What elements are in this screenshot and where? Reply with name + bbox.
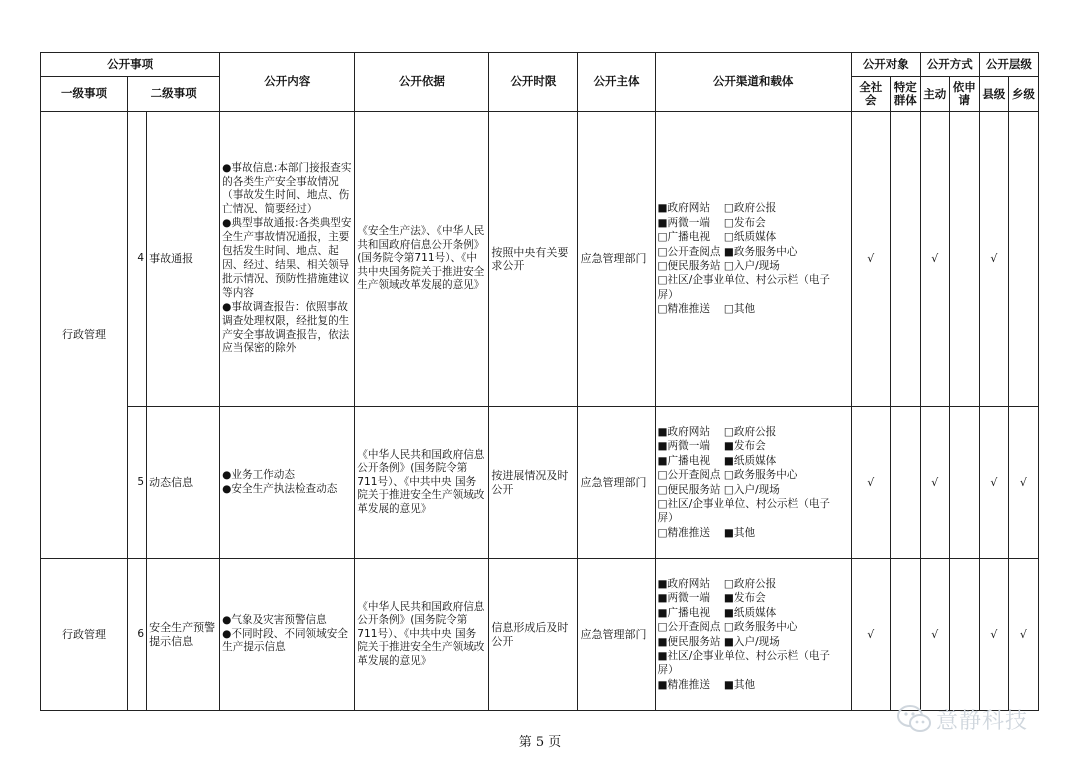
watermark	[896, 702, 1056, 736]
table-row	[41, 559, 1039, 711]
check-active: √	[920, 559, 949, 711]
time-limit-cell: 按进展情况及时公开	[489, 407, 578, 559]
time-limit-cell: 按照中央有关要求公开	[489, 112, 578, 407]
table-row	[41, 112, 1039, 407]
header-time-limit: 公开时限	[489, 53, 578, 112]
level2-cell: 动态信息	[147, 407, 220, 559]
header-level1: 一级事项	[41, 77, 128, 112]
check-county: √	[979, 559, 1008, 711]
check-county: √	[979, 407, 1008, 559]
header-method: 公开方式	[920, 53, 979, 77]
header-target: 公开对象	[851, 53, 920, 77]
header-items: 公开事项	[41, 53, 220, 77]
wechat-icon	[896, 704, 932, 734]
check-specific	[890, 407, 920, 559]
check-township	[1008, 112, 1038, 407]
level2-cell: 事故通报	[147, 112, 220, 407]
header-content: 公开内容	[220, 53, 355, 112]
basis-cell: 《中华人民共和国政府信息公开条例》(国务院令第711号）、《中共中央 国务院关于推进安全生产领域改革发展的意见》	[355, 559, 489, 711]
time-limit-cell: 信息形成后及时公开	[489, 559, 578, 711]
channel-cell: ■政府网站 □政府公报 ■两微一端 ■发布会 ■广播电视 ■纸质媒体 □公开查阅点 □政务服务中心 ■便民服务站 ■入户/现场 ■社区/企事业单位、村公示栏（电子屏） ■精准推送 ■其他	[655, 559, 851, 711]
row-number: 4	[128, 112, 147, 407]
check-township: √	[1008, 407, 1038, 559]
check-active: √	[920, 407, 949, 559]
check-all: √	[851, 407, 890, 559]
header-target-specific: 特定群体	[890, 77, 920, 112]
basis-cell: 《安全生产法》、《中华人民共和国政府信息公开条例》(国务院令第711号）、《中共中央国务院关于推进安全生产领域改革发展的意见》	[355, 112, 489, 407]
check-apply	[949, 559, 979, 711]
header-subject: 公开主体	[578, 53, 655, 112]
subject-cell: 应急管理部门	[578, 112, 655, 407]
level1-cell: 行政管理	[41, 112, 128, 559]
header-channel: 公开渠道和载体	[655, 53, 851, 112]
level2-cell: 安全生产预警提示信息	[147, 559, 220, 711]
header-target-all: 全社会	[851, 77, 890, 112]
check-specific	[890, 112, 920, 407]
check-county: √	[979, 112, 1008, 407]
subject-cell: 应急管理部门	[578, 407, 655, 559]
check-apply	[949, 112, 979, 407]
check-apply	[949, 407, 979, 559]
header-method-active: 主动	[920, 77, 949, 112]
page-number: 第 5 页	[518, 735, 562, 750]
row-number: 5	[128, 407, 147, 559]
row-number: 6	[128, 559, 147, 711]
header-level-township: 乡级	[1008, 77, 1038, 112]
header-level2: 二级事项	[128, 77, 220, 112]
subject-cell: 应急管理部门	[578, 559, 655, 711]
check-active: √	[920, 112, 949, 407]
check-all: √	[851, 559, 890, 711]
header-method-apply: 依申请	[949, 77, 979, 112]
table-row	[41, 407, 1039, 559]
header-level-county: 县级	[979, 77, 1008, 112]
header-basis: 公开依据	[355, 53, 489, 112]
channel-cell: ■政府网站 □政府公报 ■两微一端 □发布会 □广播电视 □纸质媒体 □公开查阅点 ■政务服务中心 □便民服务站 □入户/现场 □社区/企事业单位、村公示栏（电子屏） □精准推送 □其他	[655, 112, 851, 407]
basis-cell: 《中华人民共和国政府信息公开条例》(国务院令第711号）、《中共中央 国务院关于推进安全生产领域改革发展的意见》	[355, 407, 489, 559]
content-cell: ●业务工作动态 ●安全生产执法检查动态	[220, 407, 355, 559]
header-level: 公开层级	[979, 53, 1038, 77]
watermark-text: 意静科技	[936, 709, 1029, 734]
channel-cell: ■政府网站 □政府公报 ■两微一端 ■发布会 ■广播电视 ■纸质媒体 □公开查阅点 □政务服务中心 □便民服务站 □入户/现场 □社区/企事业单位、村公示栏（电子屏） □精准推送 ■其他	[655, 407, 851, 559]
check-specific	[890, 559, 920, 711]
content-cell: ●气象及灾害预警信息 ●不同时段、不同领域安全生产提示信息	[220, 559, 355, 711]
content-cell: ●事故信息:本部门接报查实的各类生产安全事故情况（事故发生时间、地点、伤亡情况、简要经过） ●典型事故通报:各类典型安全生产事故情况通报，主要包括发生时间、地点、起因、经过、结果、相关领导批示情况、预防性措施建议等内容 ●事故调查报告：依照事故调查处理权限，经批复的生产安全事故调查报告，依法应当保密的除外	[220, 112, 355, 407]
disclosure-table	[40, 52, 1039, 711]
check-all: √	[851, 112, 890, 407]
check-township: √	[1008, 559, 1038, 711]
level1-cell: 行政管理	[41, 559, 128, 711]
